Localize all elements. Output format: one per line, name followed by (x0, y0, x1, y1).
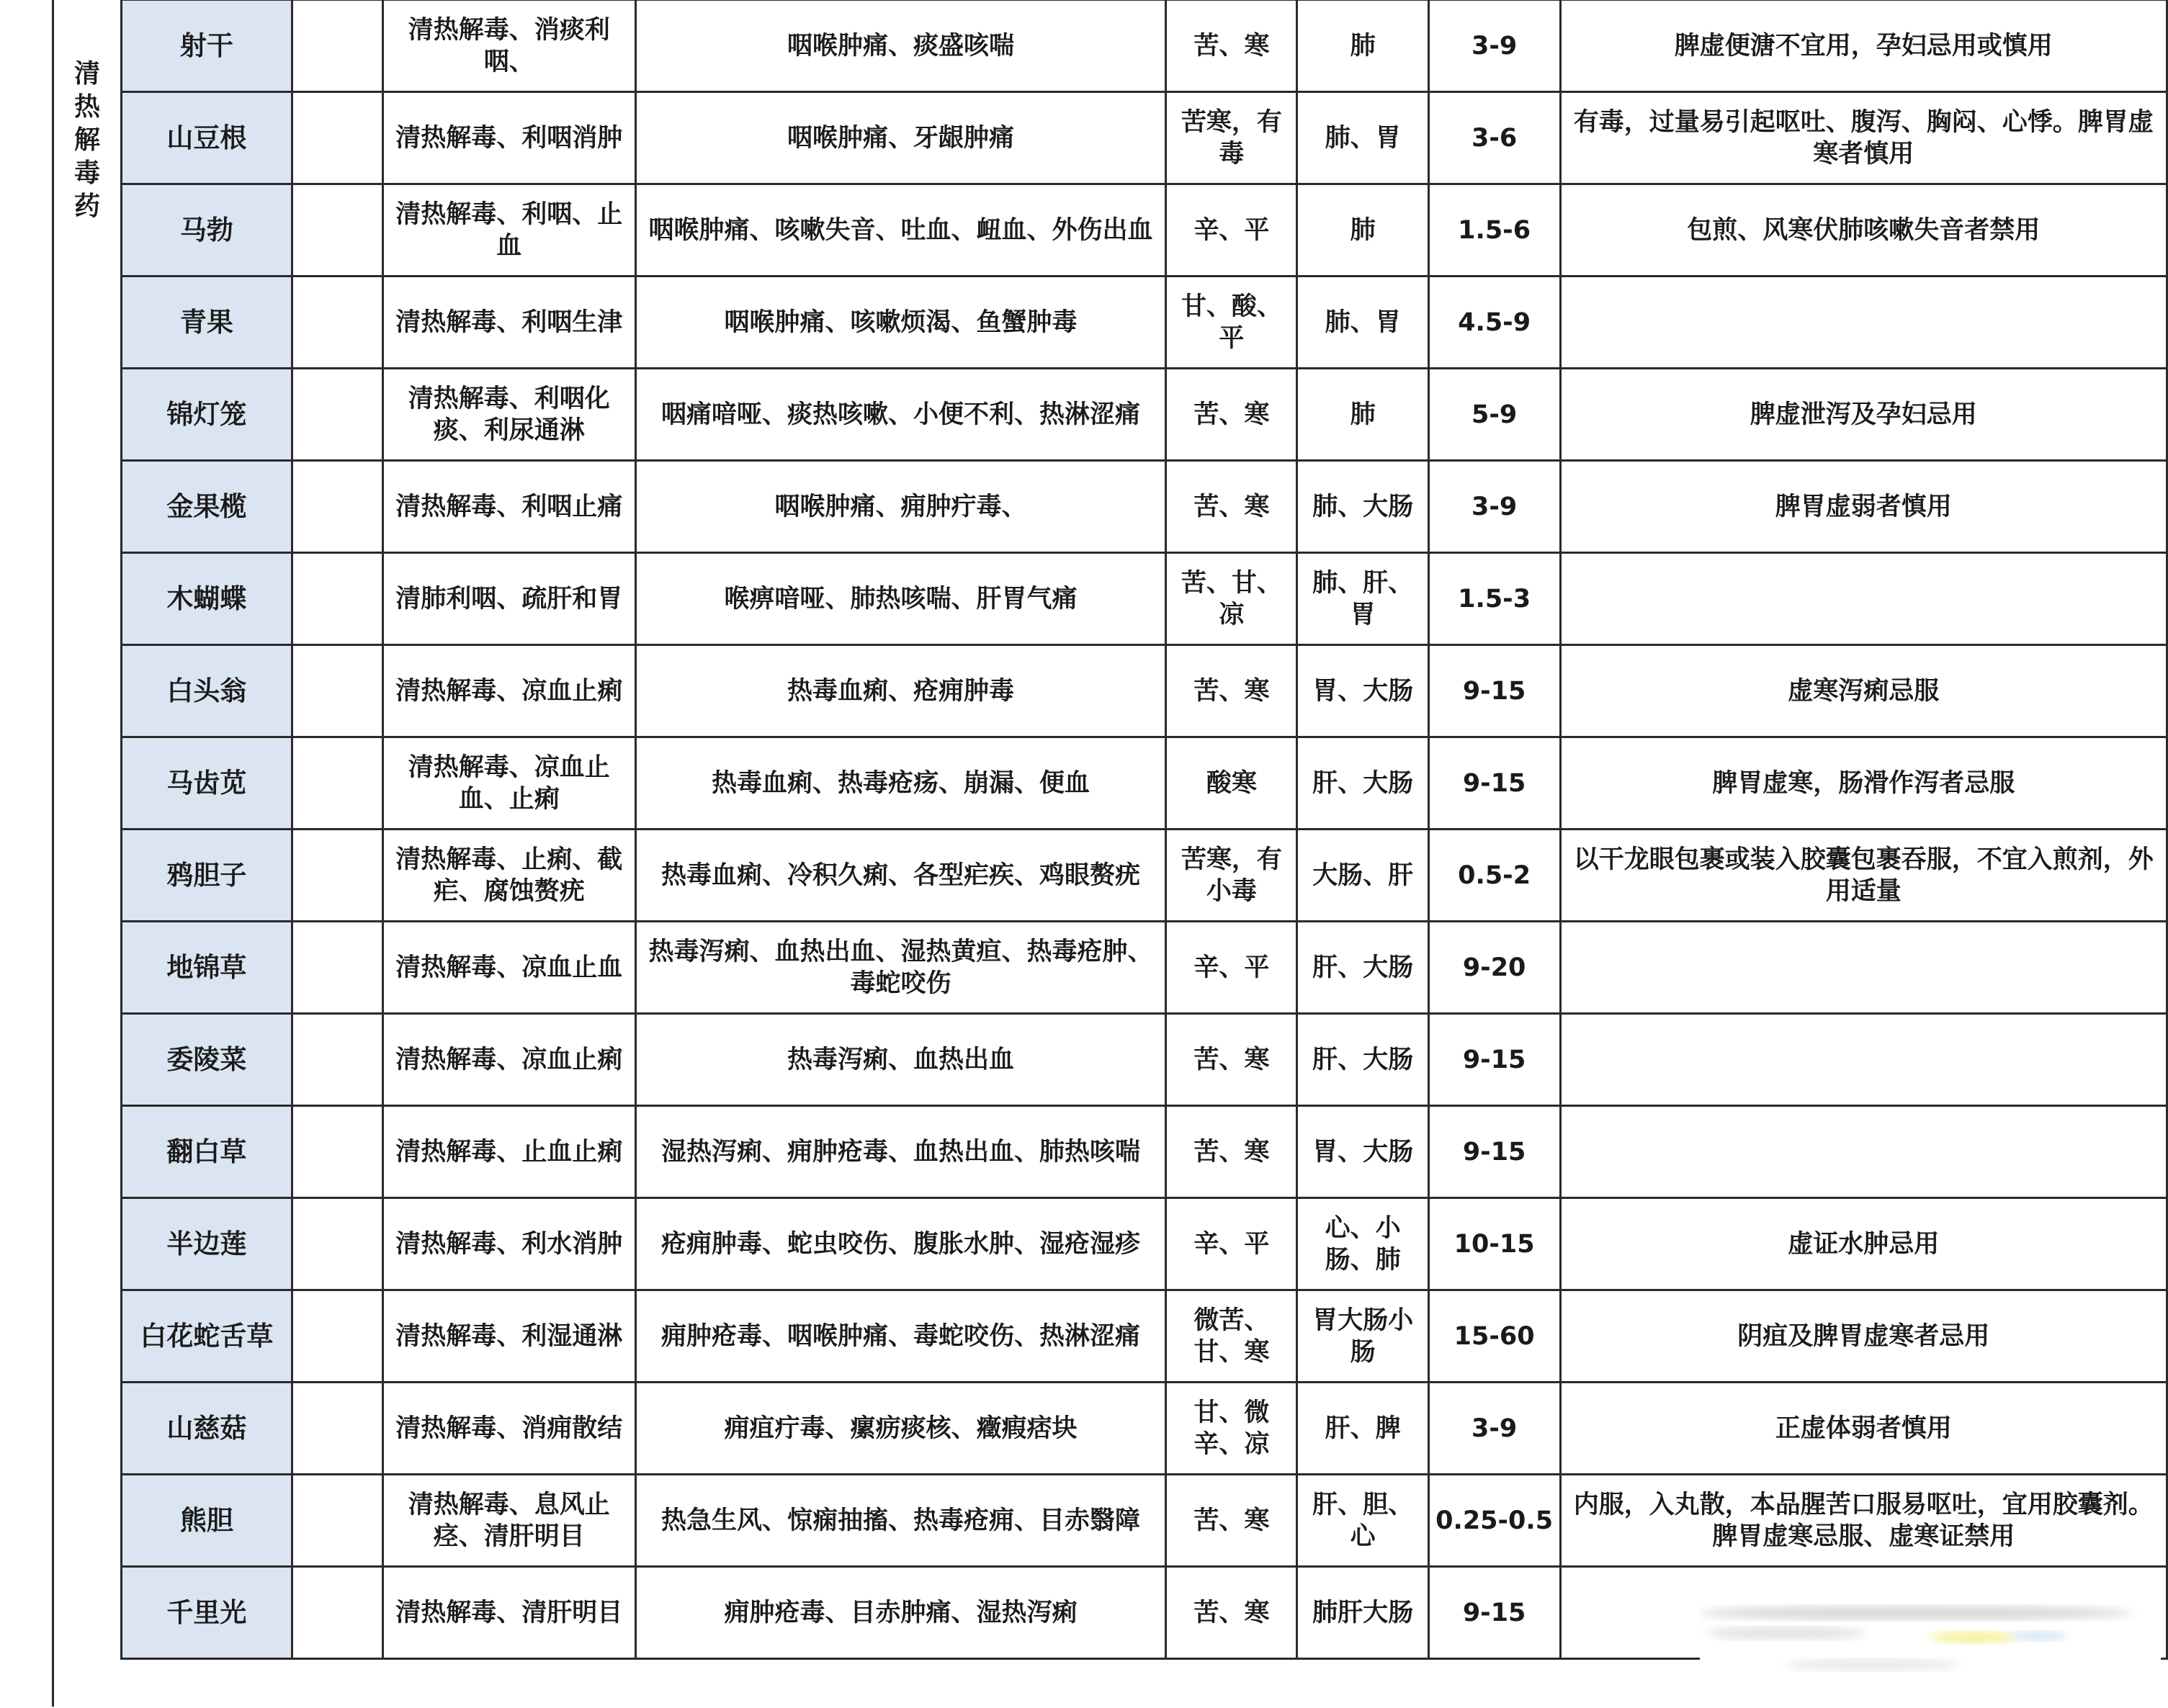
category-char: 热 (73, 92, 100, 122)
caution-cell: 虚寒泻痢忌服 (1560, 645, 2167, 737)
blank-cell (292, 0, 382, 92)
indication-cell: 咽喉肿痛、痰盛咳喘 (635, 0, 1165, 92)
meridian-cell: 胃、大肠 (1297, 645, 1428, 737)
blank-cell (292, 737, 382, 830)
table-row (122, 184, 2167, 277)
meridian-cell: 肺 (1297, 184, 1428, 277)
nature-cell: 微苦、甘、寒 (1166, 1290, 1297, 1383)
table-row (122, 1106, 2167, 1198)
herb-name-cell: 锦灯笼 (122, 369, 292, 461)
effect-cell: 清热解毒、止痢、截疟、腐蚀赘疣 (382, 830, 635, 922)
indication-cell: 咽喉肿痛、牙龈肿痛 (635, 92, 1165, 184)
dose-cell: 3-6 (1428, 92, 1560, 184)
table-row (122, 553, 2167, 645)
caution-cell: 脾虚泄泻及孕妇忌用 (1560, 369, 2167, 461)
dose-cell: 15-60 (1428, 1290, 1560, 1383)
meridian-cell: 大肠、肝 (1297, 830, 1428, 922)
blank-cell (292, 1014, 382, 1106)
meridian-cell: 肺 (1297, 369, 1428, 461)
nature-cell: 苦、寒 (1166, 1567, 1297, 1659)
indication-cell: 咽喉肿痛、痈肿疔毒、 (635, 461, 1165, 553)
caution-cell (1560, 1106, 2167, 1198)
herb-name-cell: 鸦胆子 (122, 830, 292, 922)
effect-cell: 清热解毒、息风止痉、清肝明目 (382, 1475, 635, 1567)
table-row (122, 277, 2167, 369)
nature-cell: 酸寒 (1166, 737, 1297, 830)
blank-cell (292, 1383, 382, 1475)
category-label (67, 58, 107, 223)
herb-name-cell: 青果 (122, 277, 292, 369)
indication-cell: 咽喉肿痛、咳嗽烦渴、鱼蟹肿毒 (635, 277, 1165, 369)
indication-cell: 热毒泻痢、血热出血、湿热黄疸、热毒疮肿、毒蛇咬伤 (635, 922, 1165, 1014)
nature-cell: 苦、寒 (1166, 1475, 1297, 1567)
herb-name-cell: 地锦草 (122, 922, 292, 1014)
effect-cell: 清热解毒、清肝明目 (382, 1567, 635, 1659)
effect-cell: 清热解毒、利咽生津 (382, 277, 635, 369)
table-row (122, 737, 2167, 830)
blank-cell (292, 830, 382, 922)
herb-table-body (122, 0, 2167, 1659)
dose-cell: 9-15 (1428, 1014, 1560, 1106)
indication-cell: 咽痛喑哑、痰热咳嗽、小便不利、热淋涩痛 (635, 369, 1165, 461)
dose-cell: 3-9 (1428, 461, 1560, 553)
meridian-cell: 肝、大肠 (1297, 1014, 1428, 1106)
herb-name-cell: 马勃 (122, 184, 292, 277)
effect-cell: 清热解毒、利咽、止血 (382, 184, 635, 277)
meridian-cell: 肝、脾 (1297, 1383, 1428, 1475)
herb-name-cell: 半边莲 (122, 1198, 292, 1290)
table-row (122, 461, 2167, 553)
caution-cell: 脾胃虚弱者慎用 (1560, 461, 2167, 553)
indication-cell: 痈肿疮毒、咽喉肿痛、毒蛇咬伤、热淋涩痛 (635, 1290, 1165, 1383)
caution-cell: 阴疽及脾胃虚寒者忌用 (1560, 1290, 2167, 1383)
dose-cell: 9-15 (1428, 1106, 1560, 1198)
meridian-cell: 肝、大肠 (1297, 922, 1428, 1014)
indication-cell: 疮痈肿毒、蛇虫咬伤、腹胀水肿、湿疮湿疹 (635, 1198, 1165, 1290)
table-row (122, 1198, 2167, 1290)
table-row (122, 92, 2167, 184)
dose-cell: 3-9 (1428, 1383, 1560, 1475)
table-row (122, 1383, 2167, 1475)
caution-cell: 以干龙眼包裹或装入胶囊包裹吞服，不宜入煎剂，外用适量 (1560, 830, 2167, 922)
effect-cell: 清热解毒、利咽止痛 (382, 461, 635, 553)
herb-name-cell: 山慈菇 (122, 1383, 292, 1475)
caution-cell (1560, 922, 2167, 1014)
meridian-cell: 心、小肠、肺 (1297, 1198, 1428, 1290)
nature-cell: 苦、甘、凉 (1166, 553, 1297, 645)
table-row (122, 369, 2167, 461)
blank-cell (292, 1290, 382, 1383)
table-row (122, 1014, 2167, 1106)
nature-cell: 辛、平 (1166, 922, 1297, 1014)
nature-cell: 苦、寒 (1166, 1106, 1297, 1198)
nature-cell: 苦、寒 (1166, 1014, 1297, 1106)
blank-cell (292, 553, 382, 645)
dose-cell: 0.25-0.5 (1428, 1475, 1560, 1567)
indication-cell: 热急生风、惊痫抽搐、热毒疮痈、目赤翳障 (635, 1475, 1165, 1567)
dose-cell: 1.5-6 (1428, 184, 1560, 277)
dose-cell: 3-9 (1428, 0, 1560, 92)
caution-cell: 脾虚便溏不宜用，孕妇忌用或慎用 (1560, 0, 2167, 92)
effect-cell: 清热解毒、利咽消肿 (382, 92, 635, 184)
nature-cell: 甘、酸、平 (1166, 277, 1297, 369)
blank-cell (292, 461, 382, 553)
indication-cell: 热毒血痢、热毒疮疡、崩漏、便血 (635, 737, 1165, 830)
herb-name-cell: 白花蛇舌草 (122, 1290, 292, 1383)
blank-cell (292, 645, 382, 737)
meridian-cell: 胃、大肠 (1297, 1106, 1428, 1198)
caution-cell: 包煎、风寒伏肺咳嗽失音者禁用 (1560, 184, 2167, 277)
effect-cell: 清热解毒、凉血止痢 (382, 645, 635, 737)
dose-cell: 9-15 (1428, 737, 1560, 830)
table-row (122, 1567, 2167, 1659)
indication-cell: 痈疽疔毒、瘰疬痰核、癥瘕痞块 (635, 1383, 1165, 1475)
herb-name-cell: 熊胆 (122, 1475, 292, 1567)
table-row (122, 1475, 2167, 1567)
herb-name-cell: 翻白草 (122, 1106, 292, 1198)
nature-cell: 苦、寒 (1166, 461, 1297, 553)
herb-name-cell: 千里光 (122, 1567, 292, 1659)
meridian-cell: 胃大肠小肠 (1297, 1290, 1428, 1383)
effect-cell: 清热解毒、利湿通淋 (382, 1290, 635, 1383)
blank-cell (292, 369, 382, 461)
indication-cell: 痈肿疮毒、目赤肿痛、湿热泻痢 (635, 1567, 1165, 1659)
caution-cell: 有毒，过量易引起呕吐、腹泻、胸闷、心悸。脾胃虚寒者慎用 (1560, 92, 2167, 184)
caution-cell: 脾胃虚寒，肠滑作泻者忌服 (1560, 737, 2167, 830)
nature-cell: 苦寒，有小毒 (1166, 830, 1297, 922)
caution-cell (1560, 1014, 2167, 1106)
effect-cell: 清热解毒、凉血止痢 (382, 1014, 635, 1106)
dose-cell: 9-15 (1428, 645, 1560, 737)
indication-cell: 湿热泻痢、痈肿疮毒、血热出血、肺热咳喘 (635, 1106, 1165, 1198)
dose-cell: 10-15 (1428, 1198, 1560, 1290)
indication-cell: 热毒泻痢、血热出血 (635, 1014, 1165, 1106)
meridian-cell: 肺、大肠 (1297, 461, 1428, 553)
effect-cell: 清热解毒、消痈散结 (382, 1383, 635, 1475)
nature-cell: 苦、寒 (1166, 369, 1297, 461)
nature-cell: 辛、平 (1166, 1198, 1297, 1290)
blank-cell (292, 1106, 382, 1198)
meridian-cell: 肺、胃 (1297, 277, 1428, 369)
table-row (122, 0, 2167, 92)
effect-cell: 清热解毒、利咽化痰、利尿通淋 (382, 369, 635, 461)
herb-name-cell: 白头翁 (122, 645, 292, 737)
table-row (122, 645, 2167, 737)
effect-cell: 清热解毒、消痰利咽、 (382, 0, 635, 92)
dose-cell: 4.5-9 (1428, 277, 1560, 369)
left-border-line (52, 0, 54, 1707)
table-row (122, 1290, 2167, 1383)
indication-cell: 喉痹喑哑、肺热咳喘、肝胃气痛 (635, 553, 1165, 645)
nature-cell: 苦、寒 (1166, 645, 1297, 737)
herb-table (120, 0, 2168, 1660)
nature-cell: 辛、平 (1166, 184, 1297, 277)
effect-cell: 清热解毒、凉血止血 (382, 922, 635, 1014)
nature-cell: 甘、微辛、凉 (1166, 1383, 1297, 1475)
indication-cell: 热毒血痢、冷积久痢、各型疟疾、鸡眼赘疣 (635, 830, 1165, 922)
blank-cell (292, 1567, 382, 1659)
effect-cell: 清热解毒、止血止痢 (382, 1106, 635, 1198)
category-char: 药 (73, 192, 100, 221)
caution-cell: 内服，入丸散，本品腥苦口服易呕吐，宜用胶囊剂。脾胃虚寒忌服、虚寒证禁用 (1560, 1475, 2167, 1567)
indication-cell: 热毒血痢、疮痈肿毒 (635, 645, 1165, 737)
blank-cell (292, 92, 382, 184)
caution-cell (1560, 1567, 2167, 1659)
herb-name-cell: 马齿苋 (122, 737, 292, 830)
blank-cell (292, 1475, 382, 1567)
meridian-cell: 肺 (1297, 0, 1428, 92)
dose-cell: 5-9 (1428, 369, 1560, 461)
caution-cell (1560, 553, 2167, 645)
category-char: 清 (73, 59, 100, 89)
table-row (122, 830, 2167, 922)
blank-cell (292, 922, 382, 1014)
category-char: 毒 (73, 158, 100, 188)
indication-cell: 咽喉肿痛、咳嗽失音、吐血、衄血、外伤出血 (635, 184, 1165, 277)
herb-name-cell: 射干 (122, 0, 292, 92)
blank-cell (292, 1198, 382, 1290)
dose-cell: 9-15 (1428, 1567, 1560, 1659)
meridian-cell: 肝、大肠 (1297, 737, 1428, 830)
meridian-cell: 肝、胆、心 (1297, 1475, 1428, 1567)
effect-cell: 清热解毒、凉血止血、止痢 (382, 737, 635, 830)
caution-cell (1560, 277, 2167, 369)
herb-name-cell: 金果榄 (122, 461, 292, 553)
nature-cell: 苦寒，有毒 (1166, 92, 1297, 184)
meridian-cell: 肺、胃 (1297, 92, 1428, 184)
blank-cell (292, 184, 382, 277)
blank-cell (292, 277, 382, 369)
herb-name-cell: 木蝴蝶 (122, 553, 292, 645)
herb-name-cell: 山豆根 (122, 92, 292, 184)
dose-cell: 0.5-2 (1428, 830, 1560, 922)
meridian-cell: 肺、肝、胃 (1297, 553, 1428, 645)
caution-cell: 正虚体弱者慎用 (1560, 1383, 2167, 1475)
caution-cell: 虚证水肿忌用 (1560, 1198, 2167, 1290)
effect-cell: 清热解毒、利水消肿 (382, 1198, 635, 1290)
nature-cell: 苦、寒 (1166, 0, 1297, 92)
meridian-cell: 肺肝大肠 (1297, 1567, 1428, 1659)
table-row (122, 922, 2167, 1014)
category-char: 解 (73, 125, 100, 155)
dose-cell: 9-20 (1428, 922, 1560, 1014)
dose-cell: 1.5-3 (1428, 553, 1560, 645)
effect-cell: 清肺利咽、疏肝和胃 (382, 553, 635, 645)
herb-name-cell: 委陵菜 (122, 1014, 292, 1106)
